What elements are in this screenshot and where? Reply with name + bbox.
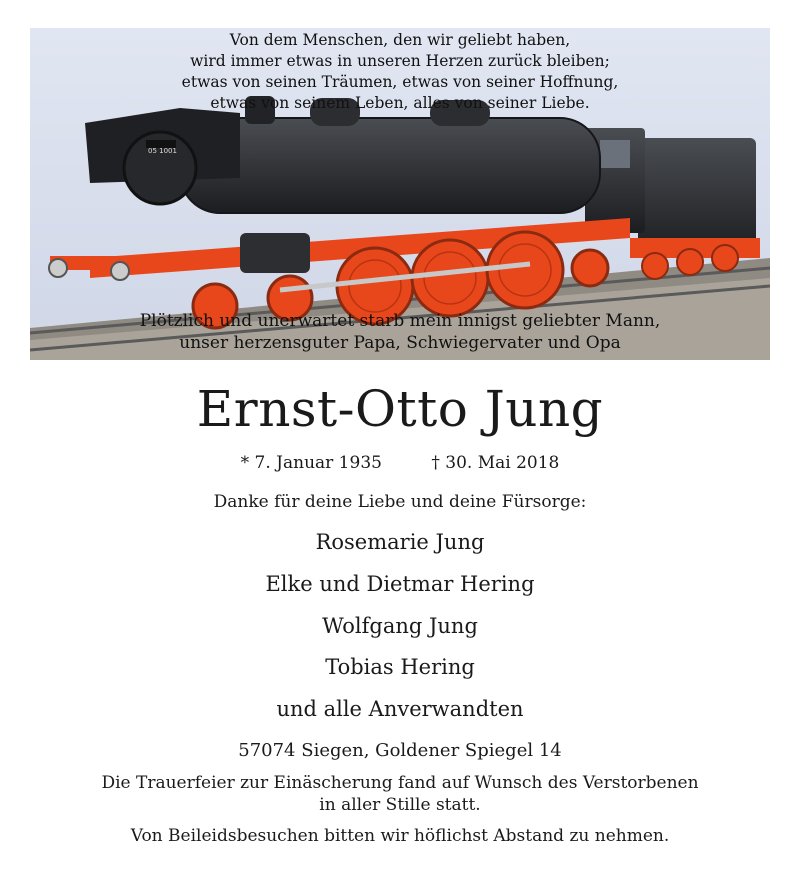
- address: 57074 Siegen, Goldener Spiegel 14: [238, 740, 562, 761]
- death-announcement: [30, 310, 770, 354]
- locomotive-photo: [30, 28, 770, 360]
- notice-line: Die Trauerfeier zur Einäscherung fand auf Wunsch des Verstorbenen: [101, 773, 699, 793]
- verse-line: wird immer etwas in unseren Herzen zurück bleiben;: [190, 52, 610, 70]
- condolence-request: Von Beileidsbesuchen bitten wir höflichst Abstand zu nehmen.: [130, 826, 670, 846]
- mourner-name: Wolfgang Jung: [322, 614, 478, 638]
- thanks-line: Danke für deine Liebe und deine Fürsorge:: [213, 492, 587, 512]
- verse-line: etwas von seinen Träumen, etwas von seiner Hoffnung,: [181, 73, 619, 91]
- memorial-verse: [30, 30, 770, 114]
- birth-date: * 7. Januar 1935: [240, 453, 382, 473]
- mourner-name: Elke und Dietmar Hering: [265, 572, 535, 596]
- death-date: † 30. Mai 2018: [431, 453, 560, 473]
- notice-line: in aller Stille statt.: [319, 795, 481, 815]
- announcement-line: Plötzlich und unerwartet starb mein innigst geliebter Mann,: [139, 311, 661, 331]
- announcement-line: unser herzensguter Papa, Schwiegervater und Opa: [179, 333, 621, 353]
- mourner-name: Tobias Hering: [325, 655, 475, 679]
- deceased-name: Ernst-Otto Jung: [196, 380, 604, 438]
- mourner-name: Rosemarie Jung: [315, 530, 485, 554]
- life-dates: [0, 453, 800, 473]
- mourner-name: und alle Anverwandten: [276, 697, 524, 721]
- verse-line: Von dem Menschen, den wir geliebt haben,: [229, 31, 571, 49]
- funeral-notice: [0, 772, 800, 816]
- locomotive-number: 05 1001: [148, 147, 177, 155]
- verse-line: etwas von seinem Leben, alles von seiner Liebe.: [210, 94, 590, 112]
